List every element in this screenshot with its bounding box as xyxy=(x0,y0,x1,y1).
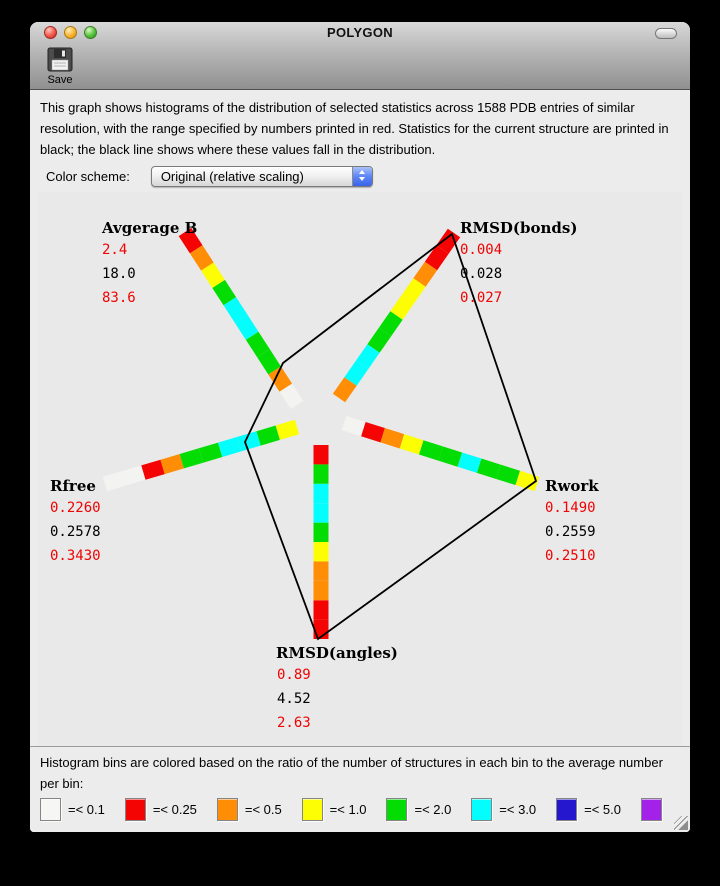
axis-max-rmsd_bonds: 0.027 xyxy=(460,290,503,306)
legend-swatch xyxy=(641,798,662,821)
legend-swatch xyxy=(217,798,238,821)
resize-grip-icon[interactable] xyxy=(674,816,688,830)
histogram-bin-average_b xyxy=(286,388,297,405)
histogram-bin-rfree xyxy=(239,438,258,444)
histogram-bin-rwork xyxy=(421,447,440,453)
legend-bin xyxy=(556,798,621,821)
axis-min-rmsd_angles: 0.89 xyxy=(277,667,311,683)
save-button[interactable] xyxy=(42,47,78,86)
histogram-bin-rfree xyxy=(182,456,201,462)
histogram-bin-rmsd_bonds xyxy=(408,283,420,300)
histogram-bin-rwork xyxy=(460,460,479,466)
legend-bin-label: =< 5.0 xyxy=(584,802,621,817)
color-scheme-row xyxy=(46,165,690,187)
legend-bin xyxy=(386,798,451,821)
legend-swatch xyxy=(302,798,323,821)
description-text: This graph shows histograms of the distribution of selected statistics across 1588 PDB entries of similar resolution, with the range specified by numbers printed in red. Statistics for the current structure are printed in black; the black line shows where these values fall in the distribution. xyxy=(40,100,669,157)
histogram-bin-average_b xyxy=(252,336,263,353)
histogram-bin-average_b xyxy=(207,267,218,284)
legend-bin xyxy=(641,798,662,821)
color-scheme-selected-value: Original (relative scaling) xyxy=(160,168,304,184)
histogram-bin-rfree xyxy=(278,427,297,433)
axis-label-rmsd_bonds: RMSD(bonds) xyxy=(460,219,578,237)
histogram-bin-rwork xyxy=(363,429,382,435)
histogram-bin-rwork xyxy=(344,423,363,429)
legend-swatch xyxy=(386,798,407,821)
window-title: POLYGON xyxy=(327,25,393,40)
legend-swatch xyxy=(556,798,577,821)
legend-bin-label: =< 3.0 xyxy=(499,802,537,817)
color-scheme-dropdown[interactable] xyxy=(151,166,373,187)
histogram-bin-average_b xyxy=(196,249,207,266)
axis-current-rmsd_bonds: 0.028 xyxy=(460,266,503,282)
legend-bins-row xyxy=(40,798,678,821)
axis-min-rwork: 0.1490 xyxy=(545,500,596,516)
dropdown-arrows-icon xyxy=(352,167,372,186)
histogram-bin-rwork xyxy=(441,454,460,460)
legend-swatch xyxy=(125,798,146,821)
color-scheme-label: Color scheme: xyxy=(46,168,130,184)
axis-label-rwork: Rwork xyxy=(545,477,599,495)
histogram-bin-rfree xyxy=(220,444,239,450)
legend-swatch xyxy=(40,798,61,821)
legend-bin-label: =< 1.0 xyxy=(329,802,367,817)
histogram-bin-rwork xyxy=(402,441,421,447)
legend-panel xyxy=(30,746,690,832)
save-button-label: Save xyxy=(47,74,73,86)
histogram-bin-rfree xyxy=(163,461,182,467)
toolbar-toggle-button[interactable] xyxy=(655,28,677,39)
histogram-bin-rmsd_bonds xyxy=(339,382,351,399)
legend-bin xyxy=(125,798,197,821)
legend-bin xyxy=(302,798,367,821)
axis-min-average_b: 2.4 xyxy=(102,242,128,258)
arrow-down-icon xyxy=(359,177,365,181)
axis-current-average_b: 18.0 xyxy=(102,266,136,282)
histogram-bin-rwork xyxy=(498,472,517,478)
histogram-bin-rmsd_bonds xyxy=(374,332,386,349)
axis-max-rfree: 0.3430 xyxy=(50,548,101,564)
axis-label-average_b: Avgerage B xyxy=(102,219,198,237)
floppy-disk-icon xyxy=(46,47,74,73)
histogram-bin-rfree xyxy=(124,473,143,479)
axis-label-rmsd_angles: RMSD(angles) xyxy=(276,644,398,662)
histogram-bin-rwork xyxy=(383,435,402,441)
polygon-window xyxy=(30,22,690,832)
histogram-bin-rmsd_bonds xyxy=(385,316,397,333)
legend-bin-label: =< 0.25 xyxy=(152,802,197,817)
legend-bin xyxy=(217,798,282,821)
histogram-bin-rmsd_bonds xyxy=(362,349,374,366)
titlebar[interactable] xyxy=(30,22,690,44)
histogram-bin-rmsd_bonds xyxy=(420,266,432,283)
axis-max-rmsd_angles: 2.63 xyxy=(277,715,311,731)
arrow-up-icon xyxy=(359,170,365,174)
legend-bin xyxy=(40,798,105,821)
axis-min-rfree: 0.2260 xyxy=(50,500,101,516)
histogram-bin-rmsd_bonds xyxy=(397,299,409,316)
histogram-bin-average_b xyxy=(219,284,230,301)
histogram-bin-rmsd_bonds xyxy=(431,250,443,267)
axis-max-average_b: 83.6 xyxy=(102,290,136,306)
histogram-bin-average_b xyxy=(241,319,252,336)
histogram-bin-rfree xyxy=(259,433,278,439)
legend-bin-label: =< 0.1 xyxy=(68,802,105,817)
axis-min-rmsd_bonds: 0.004 xyxy=(460,242,503,258)
axis-current-rmsd_angles: 4.52 xyxy=(277,691,311,707)
histogram-bin-rfree xyxy=(201,450,220,456)
plot-panel xyxy=(38,192,682,748)
legend-swatch xyxy=(471,798,492,821)
histogram-bin-average_b xyxy=(230,301,241,318)
axis-max-rwork: 0.2510 xyxy=(545,548,596,564)
axis-current-rwork: 0.2559 xyxy=(545,524,596,540)
axis-label-rfree: Rfree xyxy=(50,477,96,495)
content xyxy=(30,90,690,832)
legend-text: Histogram bins are colored based on the ratio of the number of structures in each bin to the average number per bin: xyxy=(40,755,663,791)
legend-bin xyxy=(471,798,536,821)
histogram-bin-average_b xyxy=(263,353,274,370)
legend-bin-label: =< 2.0 xyxy=(414,802,452,817)
window-header xyxy=(30,22,690,90)
histogram-bin-rfree xyxy=(143,467,162,473)
histogram-bin-rwork xyxy=(479,466,498,472)
histogram-bin-rmsd_bonds xyxy=(351,365,363,382)
histogram-bin-average_b xyxy=(275,370,286,387)
axis-current-rfree: 0.2578 xyxy=(50,524,101,540)
legend-bin-label: =< 0.5 xyxy=(244,802,282,817)
histogram-bin-rfree xyxy=(105,478,124,484)
